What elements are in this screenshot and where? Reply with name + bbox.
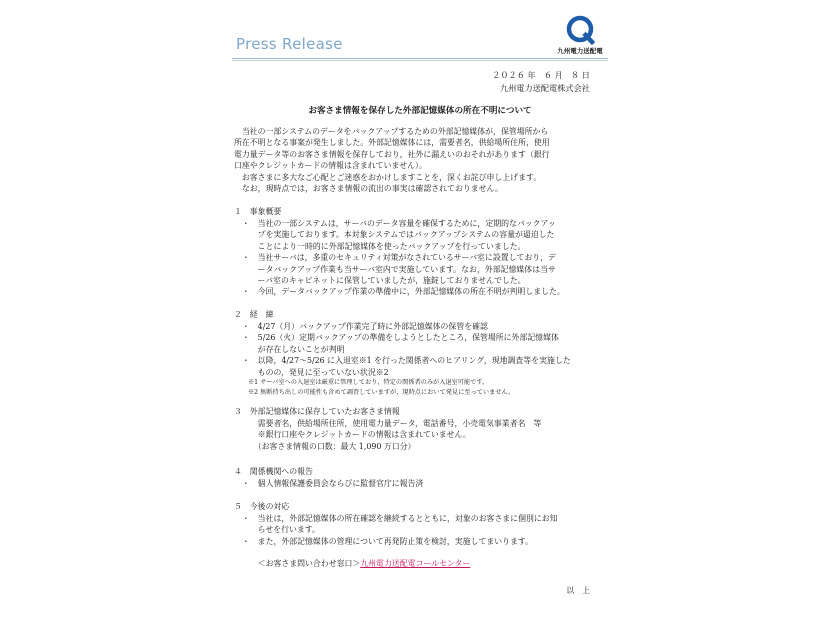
footnote: ※2 無断持ち出しの可能性も含めて調査していますが，現時点において発見に至っていません。 [248, 388, 515, 396]
contact-line [234, 558, 610, 569]
intro-line: 電力量データ等のお客さま情報を保存しており，社外に漏えいのおそれがあります（銀行 [234, 149, 550, 159]
intro-line: お客さまに多大なご心配とご迷惑をおかけしますことを，深くお詫び申し上げます。 [234, 172, 542, 182]
section-line: ・ 当社の一部システムは，サーバのデータ容量を確保するために，定期的なバックアッ [234, 219, 556, 228]
section-line: ーバ室のキャビネットに保管していましたが，施錠しておりませんでした。 [234, 275, 526, 285]
section-line: ・ 今回，データバックアップ作業の準備中に，外部記憶媒体の所在不明が判明しました。 [234, 287, 565, 297]
section-heading: ２ 経 緯 [234, 310, 274, 319]
intro-line: 当社の一部システムのデータをバックアップするための外部記憶媒体が，保管場所から [234, 127, 549, 136]
section-line: ものの，発見に至っていない状況※2 [234, 367, 389, 377]
section-line: が存在しないことが判明 [234, 344, 345, 354]
closing: 以 上 [566, 586, 590, 595]
date-block [492, 69, 590, 95]
press-release-label: Press Release [236, 35, 343, 53]
section-3 [234, 406, 610, 452]
company-name: 九州電力送配電株式会社 [499, 83, 590, 93]
intro-line: 口座やクレジットカードの情報は含まれていません）。 [234, 161, 427, 171]
section-heading: ５ 今後の対応 [234, 502, 290, 511]
intro-paragraph [234, 126, 610, 194]
header-rule [232, 58, 608, 59]
release-date: ２０２６ 年 ６ 月 ８ 日 [492, 70, 590, 80]
section-line: らせを行います。 [234, 525, 320, 535]
section-heading: ４ 関係機関への報告 [234, 467, 313, 476]
section-line: （お客さま情報の口数：最大 1,090 万口分） [234, 441, 416, 451]
section-line: ・ 4/27（月）バックアップ作業完了時に外部記憶媒体の保管を確認 [234, 322, 488, 331]
section-line: プを実施しております。本対象システムではバックアップシステムの容量が逼迫した [234, 230, 555, 240]
contact-label: ＜お客さま問い合わせ窓口＞ [234, 559, 361, 568]
section-line: ※銀行口座やクレジットカードの情報は含まれていません。 [234, 430, 471, 440]
section-4 [234, 466, 610, 489]
section-heading: １ 事象概要 [234, 207, 282, 216]
section-line: ・ また，外部記憶媒体の管理について再発防止策を検討，実施してまいります。 [234, 536, 534, 546]
company-logo [554, 15, 606, 61]
section-line: ータバックアップ作業も当サーバ室内で実施しています。なお，外部記憶媒体は当サ [234, 264, 556, 274]
q-logo-icon [565, 15, 595, 45]
section-heading: ３ 外部記憶媒体に保存していたお客さま情報 [234, 407, 400, 416]
section-line: ・ 5/26（火）定期バックアップの準備をしようとしたところ，保管場所に外部記憶媒体 [234, 333, 559, 343]
footnote: ※1 サーバ室への入退室は厳重に管理しており，特定の関係者のみが入退室可能です。 [248, 378, 489, 386]
section-5 [234, 501, 610, 547]
section-line: ことにより一時的に外部記憶媒体を使ったバックアップを行っていました。 [234, 241, 526, 251]
section-line: ・ 以降，4/27～5/26 に入退室※1 を行った関係者へのヒアリング，現地調査等を実施した [234, 356, 571, 366]
intro-line: なお，現時点では，お客さま情報の流出の事実は確認されておりません。 [234, 183, 503, 193]
intro-line: 所在不明となる事案が発生しました。外部記憶媒体には，需要者名，供給場所住所，使用 [234, 138, 550, 148]
call-center-link[interactable]: 九州電力送配電コールセンター [360, 559, 471, 568]
header-rule-secondary [232, 60, 608, 61]
section-line: 需要者名，供給場所住所，使用電力量データ，電話番号，小売電気事業者名 等 [234, 419, 542, 428]
logo-text: 九州電力送配電 [557, 47, 603, 55]
section-2 [234, 309, 610, 398]
section-line: ・ 当社は，外部記憶媒体の所在確認を継続するとともに，対象のお客さまに個別にお知 [234, 514, 558, 523]
document-title: お客さま情報を保存した外部記憶媒体の所在不明について [308, 106, 532, 116]
section-line: ・ 当社サーバは，多重のセキュリティ対策がなされているサーバ室に設置しており，デ [234, 253, 556, 263]
section-1 [234, 206, 610, 298]
section-line: ・ 個人情報保護委員会ならびに監督官庁に報告済 [234, 479, 424, 488]
